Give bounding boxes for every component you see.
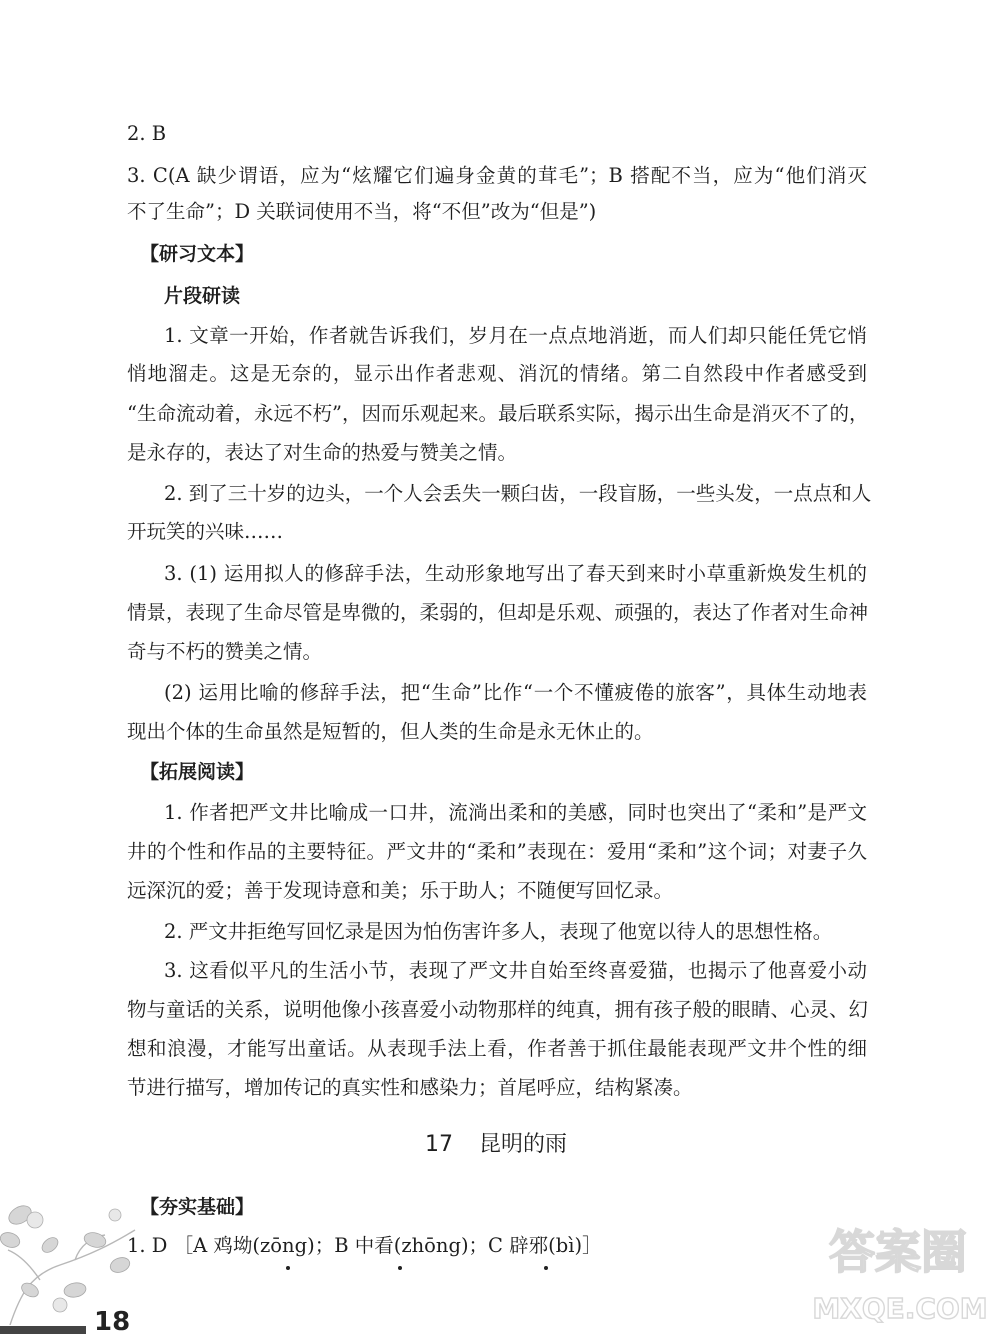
watermark-logo-icon bbox=[808, 1210, 988, 1330]
lesson-number: 17 bbox=[425, 1132, 453, 1157]
tuozhan-p3-line-1: 3. 这看似平凡的生活小节，表现了严文井自始至终喜爱猫，也揭示了他喜爱小动 bbox=[164, 959, 867, 982]
tuozhan-p3-line-2: 物与童话的关系，说明他像小孩喜爱小动物那样的纯真，拥有孩子般的眼睛、心灵、幻 bbox=[127, 998, 869, 1021]
yanxi-p3-line-1: 3. (1) 运用拟人的修辞手法，生动形象地写出了春天到来时小草重新焕发生机的 bbox=[164, 562, 867, 585]
yanxi-p1-line-1: 1. 文章一开始，作者就告诉我们，岁月在一点点地消逝，而人们却只能任凭它悄 bbox=[164, 324, 867, 347]
yanxi-p4-line-2: 现出个体的生命虽然是短暂的，但人类的生命是永无休止的。 bbox=[127, 720, 654, 743]
tuozhan-p1-line-2: 井的个性和作品的主要特征。严文井的“柔和”表现在：爱用“柔和”这个词；对妻子久 bbox=[127, 840, 867, 863]
emphasis-dot bbox=[398, 1266, 402, 1270]
section-heading-hangshi: 【夯实基础】 bbox=[140, 1196, 255, 1218]
emphasis-dot bbox=[544, 1266, 548, 1270]
yanxi-p4-line-1: (2) 运用比喻的修辞手法，把“生命”比作“一个不懂疲倦的旅客”，具体生动地表 bbox=[164, 681, 867, 704]
hangshi-q1: 1. D ［A 鸡坳(zōng)；B 中看(zhōng)；C 辟邪(bì)］ bbox=[127, 1234, 602, 1257]
subheading-pianduan: 片段研读 bbox=[164, 285, 241, 307]
yanxi-p1-line-2: 悄地溜走。这是无奈的，显示出作者悲观、消沉的情绪。第二自然段中作者感受到 bbox=[127, 362, 867, 385]
section-heading-tuozhan: 【拓展阅读】 bbox=[140, 761, 255, 783]
tuozhan-p1-line-1: 1. 作者把严文井比喻成一口井，流淌出柔和的美感，同时也突出了“柔和”是严文 bbox=[164, 801, 867, 824]
yanxi-p1-line-3: “生命流动着，永远不朽”，因而乐观起来。最后联系实际，揭示出生命是消灭不了的， bbox=[127, 402, 869, 425]
page-number: 18 bbox=[94, 1307, 131, 1337]
answer-item-3-line-1: 3. C(A 缺少谓语，应为“炫耀它们遍身金黄的茸毛”；B 搭配不当，应为“他们消灭 bbox=[127, 164, 867, 187]
svg-text:答案圈: 答案圈 bbox=[829, 1225, 967, 1279]
page-number-bar bbox=[0, 1326, 86, 1334]
floral-vine-decoration-icon bbox=[0, 1195, 140, 1325]
yanxi-p2-line-2: 开玩笑的兴味…… bbox=[127, 520, 284, 543]
answer-item-2: 2. B bbox=[127, 122, 167, 145]
lesson-title-text: 昆明的雨 bbox=[479, 1132, 568, 1157]
tuozhan-p3-line-3: 想和浪漫，才能写出童话。从表现手法上看，作者善于抓住最能表现严文井个性的细 bbox=[127, 1037, 867, 1060]
yanxi-p3-line-3: 奇与不朽的赞美之情。 bbox=[127, 640, 323, 663]
yanxi-p2-line-1: 2. 到了三十岁的边头，一个人会丢失一颗臼齿，一段盲肠，一些头发，一点点和人 bbox=[164, 482, 872, 505]
section-heading-yanxi: 【研习文本】 bbox=[140, 243, 255, 265]
emphasis-dot bbox=[286, 1266, 290, 1270]
tuozhan-p2: 2. 严文井拒绝写回忆录是因为怕伤害许多人，表现了他宽以待人的思想性格。 bbox=[164, 920, 833, 943]
svg-text:MXQE.COM: MXQE.COM bbox=[812, 1292, 988, 1325]
lesson-title bbox=[425, 1130, 567, 1160]
yanxi-p1-line-4: 是永存的，表达了对生命的热爱与赞美之情。 bbox=[127, 441, 518, 464]
tuozhan-p1-line-3: 远深沉的爱；善于发现诗意和美；乐于助人；不随便写回忆录。 bbox=[127, 879, 674, 902]
answer-item-3-line-2: 不了生命”；D 关联词使用不当，将“不但”改为“但是”) bbox=[127, 200, 597, 223]
yanxi-p3-line-2: 情景，表现了生命尽管是卑微的，柔弱的，但却是乐观、顽强的，表达了作者对生命神 bbox=[127, 601, 869, 624]
tuozhan-p3-line-4: 节进行描写，增加传记的真实性和感染力；首尾呼应，结构紧凑。 bbox=[127, 1076, 693, 1099]
